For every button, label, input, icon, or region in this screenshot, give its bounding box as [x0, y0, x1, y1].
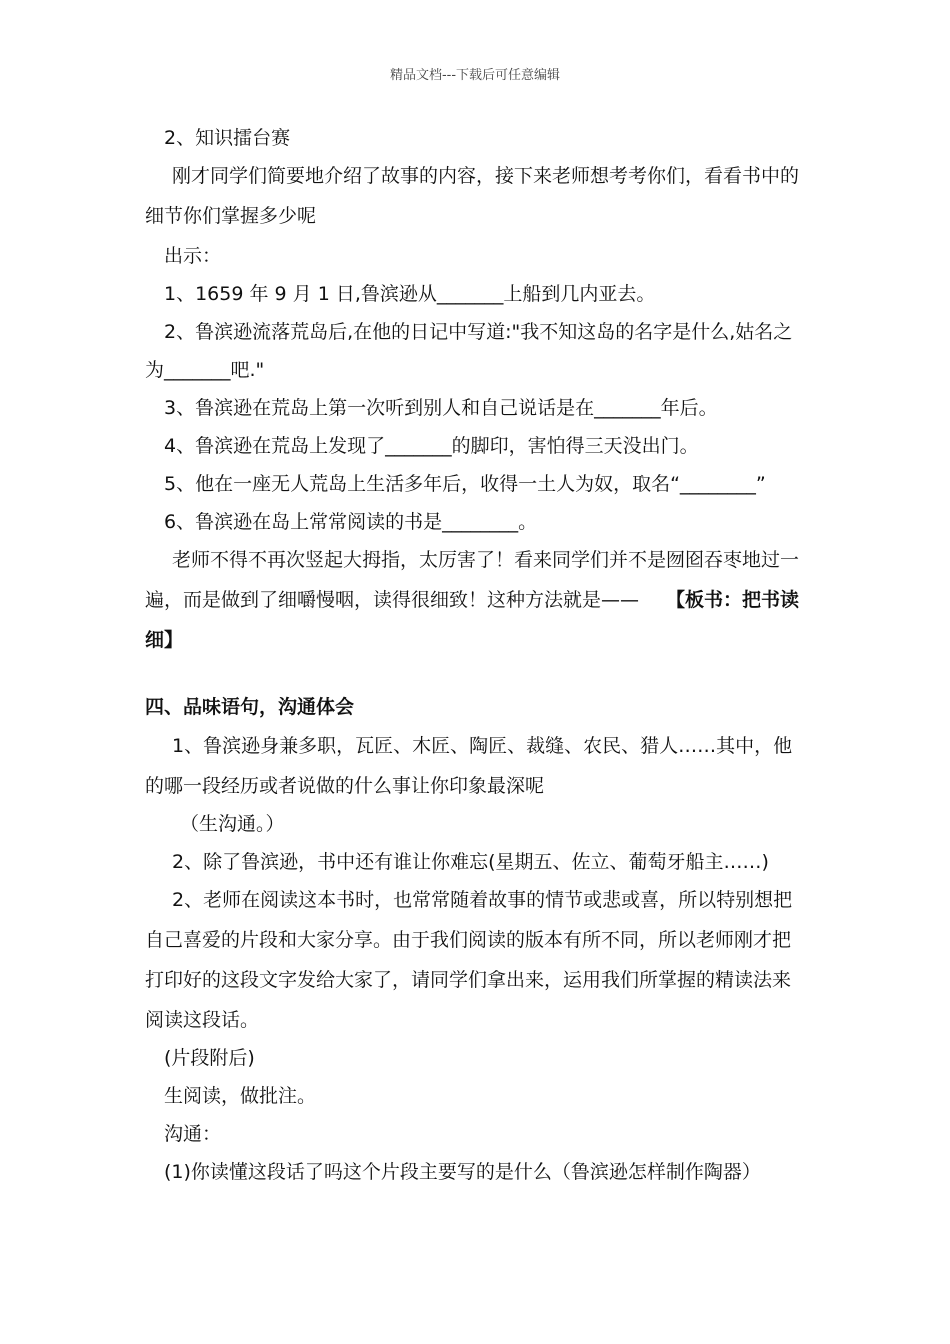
paragraph-line: 1、鲁滨逊身兼多职，瓦匠、木匠、陶匠、裁缝、农民、猎人……其中，他 [172, 735, 793, 757]
paragraph-line: 出示： [164, 245, 222, 267]
question-item: 5、他在一座无人荒岛上生活多年后，收得一土人为奴，取名“________” [164, 473, 766, 495]
board-note: 细】 [145, 629, 184, 651]
paragraph-line: 2、老师在阅读这本书时，也常常随着故事的情节或悲或喜，所以特别想把 [172, 889, 793, 911]
paragraph-line: 遍，而是做到了细嚼慢咽，读得很细致！这种方法就是—— [145, 589, 640, 611]
question-item: 4、鲁滨逊在荒岛上发现了_______的脚印，害怕得三天没出门。 [164, 435, 699, 457]
paragraph-line: 的哪一段经历或者说做的什么事让你印象最深呢 [145, 775, 545, 797]
paragraph-line: 沟通： [164, 1123, 222, 1145]
section-heading: 2、知识擂台赛 [164, 127, 291, 149]
paragraph-line: 老师不得不再次竖起大拇指，太厉害了！看来同学们并不是囫囵吞枣地过一 [172, 549, 800, 571]
paragraph-line: 打印好的这段文字发给大家了，请同学们拿出来，运用我们所掌握的精读法来 [145, 969, 792, 991]
paragraph-line: 刚才同学们简要地介绍了故事的内容，接下来老师想考考你们，看看书中的 [172, 165, 800, 187]
paragraph-line: (片段附后) [164, 1047, 255, 1069]
paragraph-line: 阅读这段话。 [145, 1009, 260, 1031]
question-item: 为_______吧." [145, 359, 265, 381]
question-item: 6、鲁滨逊在岛上常常阅读的书是________。 [164, 511, 538, 533]
question-item: 3、鲁滨逊在荒岛上第一次听到别人和自己说话是在_______年后。 [164, 397, 718, 419]
paragraph-line: （生沟通。） [180, 813, 285, 835]
question-item: 1、1659 年 9 月 1 日,鲁滨逊从_______上船到几内亚去。 [164, 283, 656, 305]
paragraph-line: 细节你们掌握多少呢 [145, 205, 317, 227]
paragraph-line: (1)你读懂这段话了吗这个片段主要写的是什么（鲁滨逊怎样制作陶器） [164, 1161, 761, 1183]
section-title: 四、品味语句，沟通体会 [145, 696, 355, 718]
question-item: 2、鲁滨逊流落荒岛后,在他的日记中写道:"我不知这岛的名字是什么,姑名之 [164, 321, 793, 343]
paragraph-line: 生阅读，做批注。 [164, 1085, 317, 1107]
board-note: 【板书：把书读 [666, 589, 800, 611]
paragraph-line: 2、除了鲁滨逊，书中还有谁让你难忘(星期五、佐立、葡萄牙船主……) [172, 851, 769, 873]
page-header: 精品文档---下载后可任意编辑 [389, 68, 561, 83]
paragraph-line: 自己喜爱的片段和大家分享。由于我们阅读的版本有所不同，所以老师刚才把 [145, 929, 792, 951]
